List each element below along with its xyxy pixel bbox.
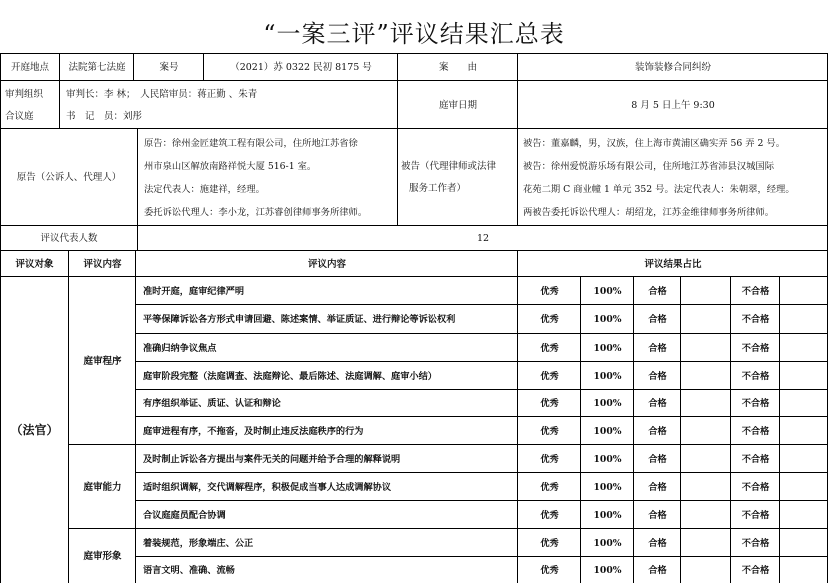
venue-value: 法院第七法庭 bbox=[68, 61, 126, 73]
defendant-line: 两被告委托诉讼代理人：胡绍龙，江苏金维律师事务所律师。 bbox=[523, 206, 775, 218]
evaluation-item: 语言文明、准确、流畅 bbox=[143, 564, 235, 576]
defendant-line: 被告：徐州爱悦游乐场有限公司，住所地江苏省沛县汉城国际 bbox=[523, 160, 775, 172]
cause-label: 案 由 bbox=[438, 61, 477, 73]
result-pass: 合格 bbox=[648, 398, 667, 409]
col-result-header: 评议结果占比 bbox=[644, 258, 702, 270]
page-title: “一案三评”评议结果汇总表 bbox=[263, 20, 565, 48]
panel-label-1: 审判组织 bbox=[5, 88, 44, 100]
plaintiff-label: 原告（公诉人、代理人） bbox=[16, 172, 122, 183]
evaluation-item: 庭审阶段完整（法庭调查、法庭辩论、最后陈述、法庭调解、庭审小结） bbox=[143, 370, 437, 382]
result-fail: 不合格 bbox=[741, 314, 770, 325]
result-fail: 不合格 bbox=[741, 398, 770, 409]
result-pct: 100% bbox=[593, 453, 622, 465]
evaluation-item: 庭审进程有序，不拖沓，及时制止违反法庭秩序的行为 bbox=[143, 425, 364, 437]
result-pct: 100% bbox=[593, 537, 622, 549]
result-excellent: 优秀 bbox=[540, 370, 559, 382]
result-pass: 合格 bbox=[648, 564, 667, 576]
result-excellent: 优秀 bbox=[540, 564, 559, 576]
evaluation-item: 及时制止诉讼各方提出与案件无关的问题并给予合理的解释说明 bbox=[143, 453, 401, 465]
date-label: 庭审日期 bbox=[438, 99, 477, 111]
date-value: 8 月 5 日上午 9:30 bbox=[631, 99, 715, 111]
cause-value: 装饰装修合同纠纷 bbox=[634, 61, 711, 73]
panel-label bbox=[0, 81, 60, 129]
result-fail: 不合格 bbox=[741, 425, 770, 437]
defendant-info bbox=[518, 129, 828, 226]
result-excellent: 优秀 bbox=[540, 425, 559, 437]
result-pass: 合格 bbox=[648, 509, 667, 521]
case-no-value: （2021）苏 0322 民初 8175 号 bbox=[230, 61, 372, 73]
panel-members bbox=[60, 81, 398, 129]
evaluation-item: 准确归纳争议焦点 bbox=[143, 342, 217, 354]
evaluation-item: 着装规范，形象端庄、公正 bbox=[143, 537, 254, 549]
result-pass: 合格 bbox=[648, 285, 667, 297]
court-clerk: 书 记 员：刘彤 bbox=[66, 110, 143, 122]
result-pass: 合格 bbox=[648, 314, 667, 325]
result-fail: 不合格 bbox=[741, 342, 770, 354]
result-pct: 100% bbox=[593, 509, 622, 521]
panel-label-2: 合议庭 bbox=[5, 110, 34, 122]
result-fail: 不合格 bbox=[741, 370, 770, 382]
case-no-label: 案号 bbox=[159, 61, 179, 73]
result-fail: 不合格 bbox=[741, 453, 770, 465]
plaintiff-line: 原告：徐州金匠建筑工程有限公司，住所地江苏省徐 bbox=[144, 137, 358, 149]
col-content-main-header: 评议内容 bbox=[307, 258, 346, 270]
result-pct: 100% bbox=[593, 342, 622, 354]
result-fail: 不合格 bbox=[741, 481, 770, 493]
result-pass: 合格 bbox=[648, 453, 667, 465]
result-excellent: 优秀 bbox=[540, 342, 559, 354]
result-pass: 合格 bbox=[648, 537, 667, 549]
plaintiff-line: 州市泉山区解放南路祥悦大厦 516-1 室。 bbox=[144, 160, 317, 172]
result-pct: 100% bbox=[593, 285, 622, 297]
result-pct: 100% bbox=[593, 564, 622, 576]
reps-label: 评议代表人数 bbox=[40, 233, 98, 244]
result-excellent: 优秀 bbox=[540, 537, 559, 549]
defendant-line: 花苑二期 C 商业幢 1 单元 352 号。法定代表人：朱朝翠，经理。 bbox=[523, 183, 795, 195]
evaluation-item: 合议庭庭员配合协调 bbox=[143, 509, 226, 521]
evaluation-item: 准时开庭，庭审纪律严明 bbox=[143, 285, 245, 297]
result-fail: 不合格 bbox=[741, 537, 770, 549]
defendant-line: 被告：董嘉麟，男，汉族，住上海市黄浦区确实弄 56 弄 2 号。 bbox=[523, 137, 785, 149]
result-excellent: 优秀 bbox=[540, 285, 559, 297]
result-excellent: 优秀 bbox=[540, 398, 559, 409]
col-content-header: 评议内容 bbox=[83, 258, 122, 270]
plaintiff-line: 法定代表人：施建祥，经理。 bbox=[144, 183, 265, 195]
result-excellent: 优秀 bbox=[540, 481, 559, 493]
plaintiff-line: 委托诉讼代理人：李小龙，江苏睿创律师事务所律师。 bbox=[144, 206, 368, 218]
result-pct: 100% bbox=[593, 398, 622, 409]
result-excellent: 优秀 bbox=[540, 453, 559, 465]
result-fail: 不合格 bbox=[741, 564, 770, 576]
reps-value: 12 bbox=[476, 233, 490, 244]
col-object-header: 评议对象 bbox=[15, 258, 54, 270]
defendant-label bbox=[398, 129, 518, 226]
group-label-ability: 庭审能力 bbox=[83, 481, 122, 493]
result-pct: 100% bbox=[593, 370, 622, 382]
result-pct: 100% bbox=[593, 425, 622, 437]
evaluation-object: （法官） bbox=[10, 422, 59, 437]
venue-label: 开庭地点 bbox=[10, 61, 49, 73]
result-pass: 合格 bbox=[648, 342, 667, 354]
evaluation-item: 平等保障诉讼各方形式申请回避、陈述案情、举证质证、进行辩论等诉讼权利 bbox=[143, 314, 456, 325]
defendant-label-1: 被告（代理律师或法律 bbox=[401, 160, 497, 172]
result-excellent: 优秀 bbox=[540, 314, 559, 325]
result-pct: 100% bbox=[593, 481, 622, 493]
plaintiff-info bbox=[138, 129, 398, 226]
result-fail: 不合格 bbox=[741, 509, 770, 521]
result-pct: 100% bbox=[593, 314, 622, 325]
presiding-judges: 审判长：李 林； 人民陪审员：蒋正勤 、朱青 bbox=[66, 88, 258, 100]
evaluation-item: 有序组织举证、质证、认证和辩论 bbox=[143, 398, 281, 409]
defendant-label-2: 服务工作者） bbox=[409, 182, 467, 194]
result-excellent: 优秀 bbox=[540, 509, 559, 521]
group-label-procedure: 庭审程序 bbox=[83, 355, 122, 367]
result-fail: 不合格 bbox=[741, 285, 770, 297]
group-label-image: 庭审形象 bbox=[83, 550, 122, 562]
result-pass: 合格 bbox=[648, 425, 667, 437]
evaluation-item: 适时组织调解，交代调解程序，积极促成当事人达成调解协议 bbox=[143, 481, 392, 493]
result-pass: 合格 bbox=[648, 481, 667, 493]
result-pass: 合格 bbox=[648, 370, 667, 382]
